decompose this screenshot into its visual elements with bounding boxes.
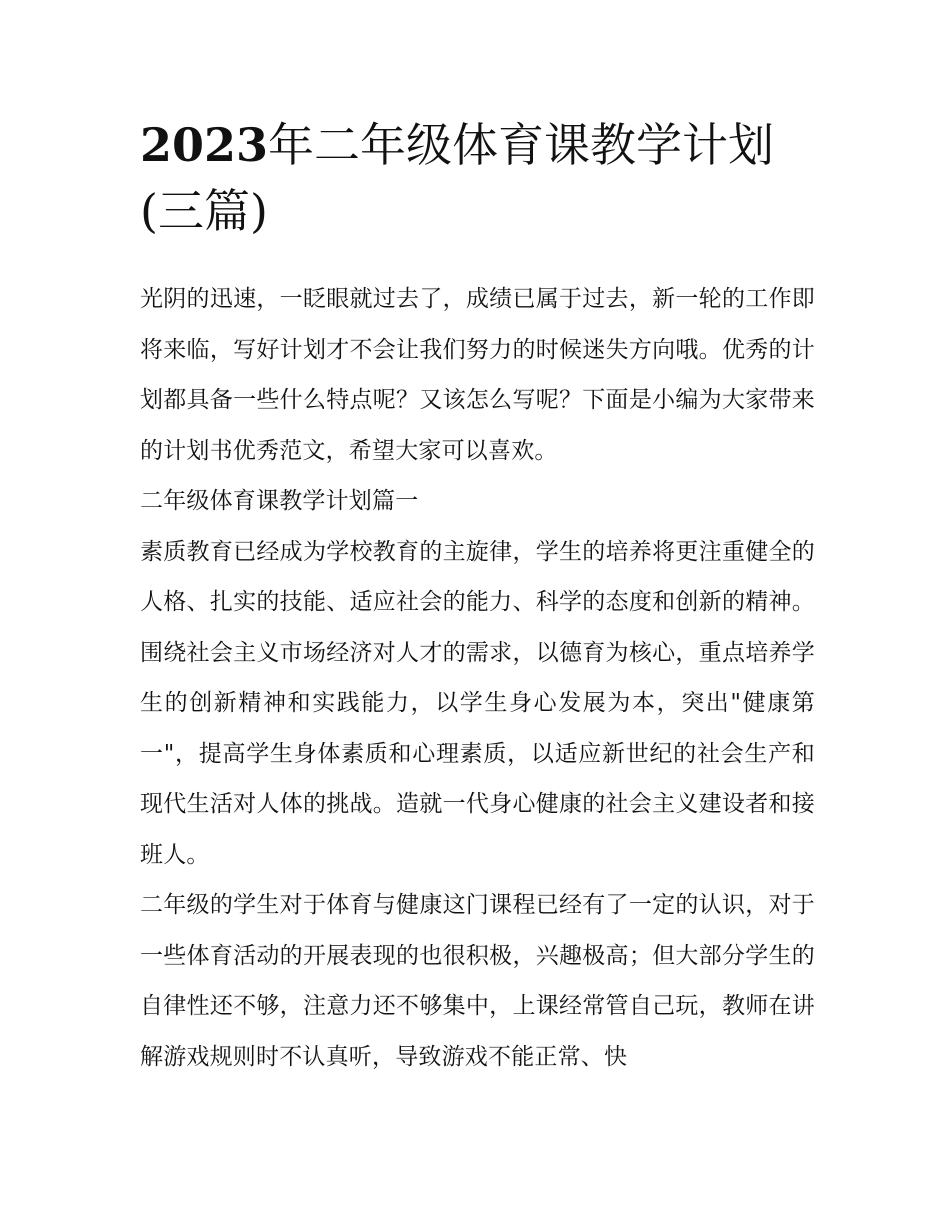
body-paragraph: 素质教育已经成为学校教育的主旋律，学生的培养将更注重健全的人格、扎实的技能、适应社会的能力、科学的态度和创新的精神。围绕社会主义市场经济对人才的需求，以德育为核心，重点培养学生的创新精神和实践能力，以学生身心发展为本，突出"健康第一"，提高学生身体素质和心理素质，以适应新世纪的社会生产和现代生活对人体的挑战。造就一代身心健康的社会主义建设者和接班人。 bbox=[140, 538, 815, 868]
document-body bbox=[140, 274, 815, 1082]
title-text: 年二年级体育课教学计划(三篇) bbox=[140, 118, 775, 238]
document-page bbox=[140, 112, 815, 1082]
title-year: 2023 bbox=[140, 118, 269, 172]
document-title bbox=[140, 112, 815, 244]
body-paragraph: 二年级的学生对于体育与健康这门课程已经有了一定的认识，对于一些体育活动的开展表现的也很积极，兴趣极高；但大部分学生的自律性还不够，注意力还不够集中，上课经常管自己玩，教师在讲解游戏规则时不认真听，导致游戏不能正常、快 bbox=[140, 892, 815, 1070]
intro-paragraph: 光阴的迅速，一眨眼就过去了，成绩已属于过去，新一轮的工作即将来临，写好计划才不会让我们努力的时候迷失方向哦。优秀的计划都具备一些什么特点呢？又该怎么写呢？下面是小编为大家带来的计划书优秀范文，希望大家可以喜欢。 bbox=[140, 286, 815, 464]
section-heading: 二年级体育课教学计划篇一 bbox=[140, 488, 419, 514]
